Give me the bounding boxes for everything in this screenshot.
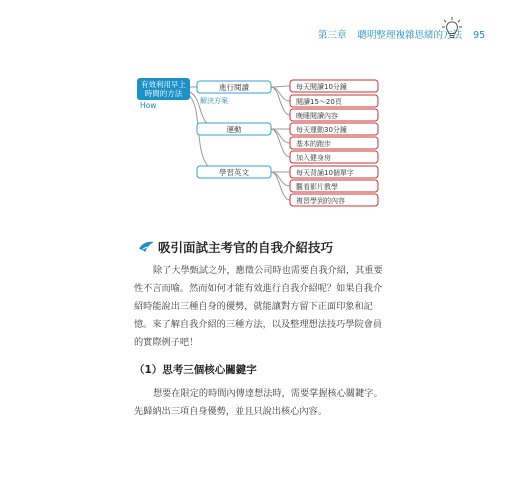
root-label-line2: 時間的方法 [144, 89, 183, 98]
section-title: 吸引面試主考官的自我介紹技巧 [158, 240, 334, 255]
mindmap-diagram [0, 0, 520, 220]
body-paragraph [134, 262, 389, 352]
text-line: 紹時能說出三種自身的優勢，就能讓對方留下正面印象和記 [134, 301, 373, 312]
body-paragraph [134, 385, 389, 421]
item-label: 每天背誦10個單字 [296, 169, 354, 177]
branch-label-exercise: 運動 [226, 125, 242, 134]
connector-exercise-2 [271, 129, 290, 143]
text-line: 憶。來了解自我介紹的三種方法，以及整理想法技巧學院會員 [134, 319, 383, 330]
branch-label-english: 學習英文 [219, 168, 249, 177]
chapter-label: 第三章 [318, 30, 347, 41]
text-line: 性不言而喻。然而如何才能有效進行自我介紹呢？如果自我介 [134, 283, 383, 294]
page-number: 95 [473, 30, 486, 41]
item-label: 加入健身房 [296, 154, 331, 162]
chapter-title: 聰明整理複雜思緒的方法 [357, 30, 463, 41]
connector-english-2 [271, 172, 290, 186]
connector-reading-1 [271, 86, 290, 87]
item-label: 閱讀15～20頁 [296, 98, 342, 106]
section-heading [138, 238, 333, 256]
section-icon [138, 240, 156, 254]
root-tag: How [140, 101, 157, 110]
subheading: （1）思考三個核心關鍵字 [134, 364, 257, 376]
solution-label: 解決方案 [200, 97, 228, 105]
text-line: 想要在限定的時間內傳達想法時，需要掌握核心關鍵字。 [153, 388, 383, 399]
item-label: 每天運動30分鐘 [296, 126, 347, 134]
item-label: 晚睡閱讀內容 [296, 112, 338, 120]
item-label: 複習學到的內容 [296, 197, 345, 205]
item-label: 觀看影片教學 [296, 183, 338, 191]
item-label: 每天閱讀10分鐘 [296, 83, 347, 91]
branch-label-reading: 進行閱讀 [219, 83, 249, 92]
text-line: 先歸納出三項自身優勢，並且只說出核心內容。 [134, 406, 327, 417]
text-line: 的實際例子吧！ [134, 337, 199, 348]
root-label-line1: 有效利用早上 [141, 80, 186, 89]
text-line: 除了大學甄試之外，應徵公司時也需要自我介紹，其重要 [153, 265, 383, 276]
connector-reading-2 [271, 87, 290, 101]
item-label: 基本的跑步 [296, 140, 331, 148]
